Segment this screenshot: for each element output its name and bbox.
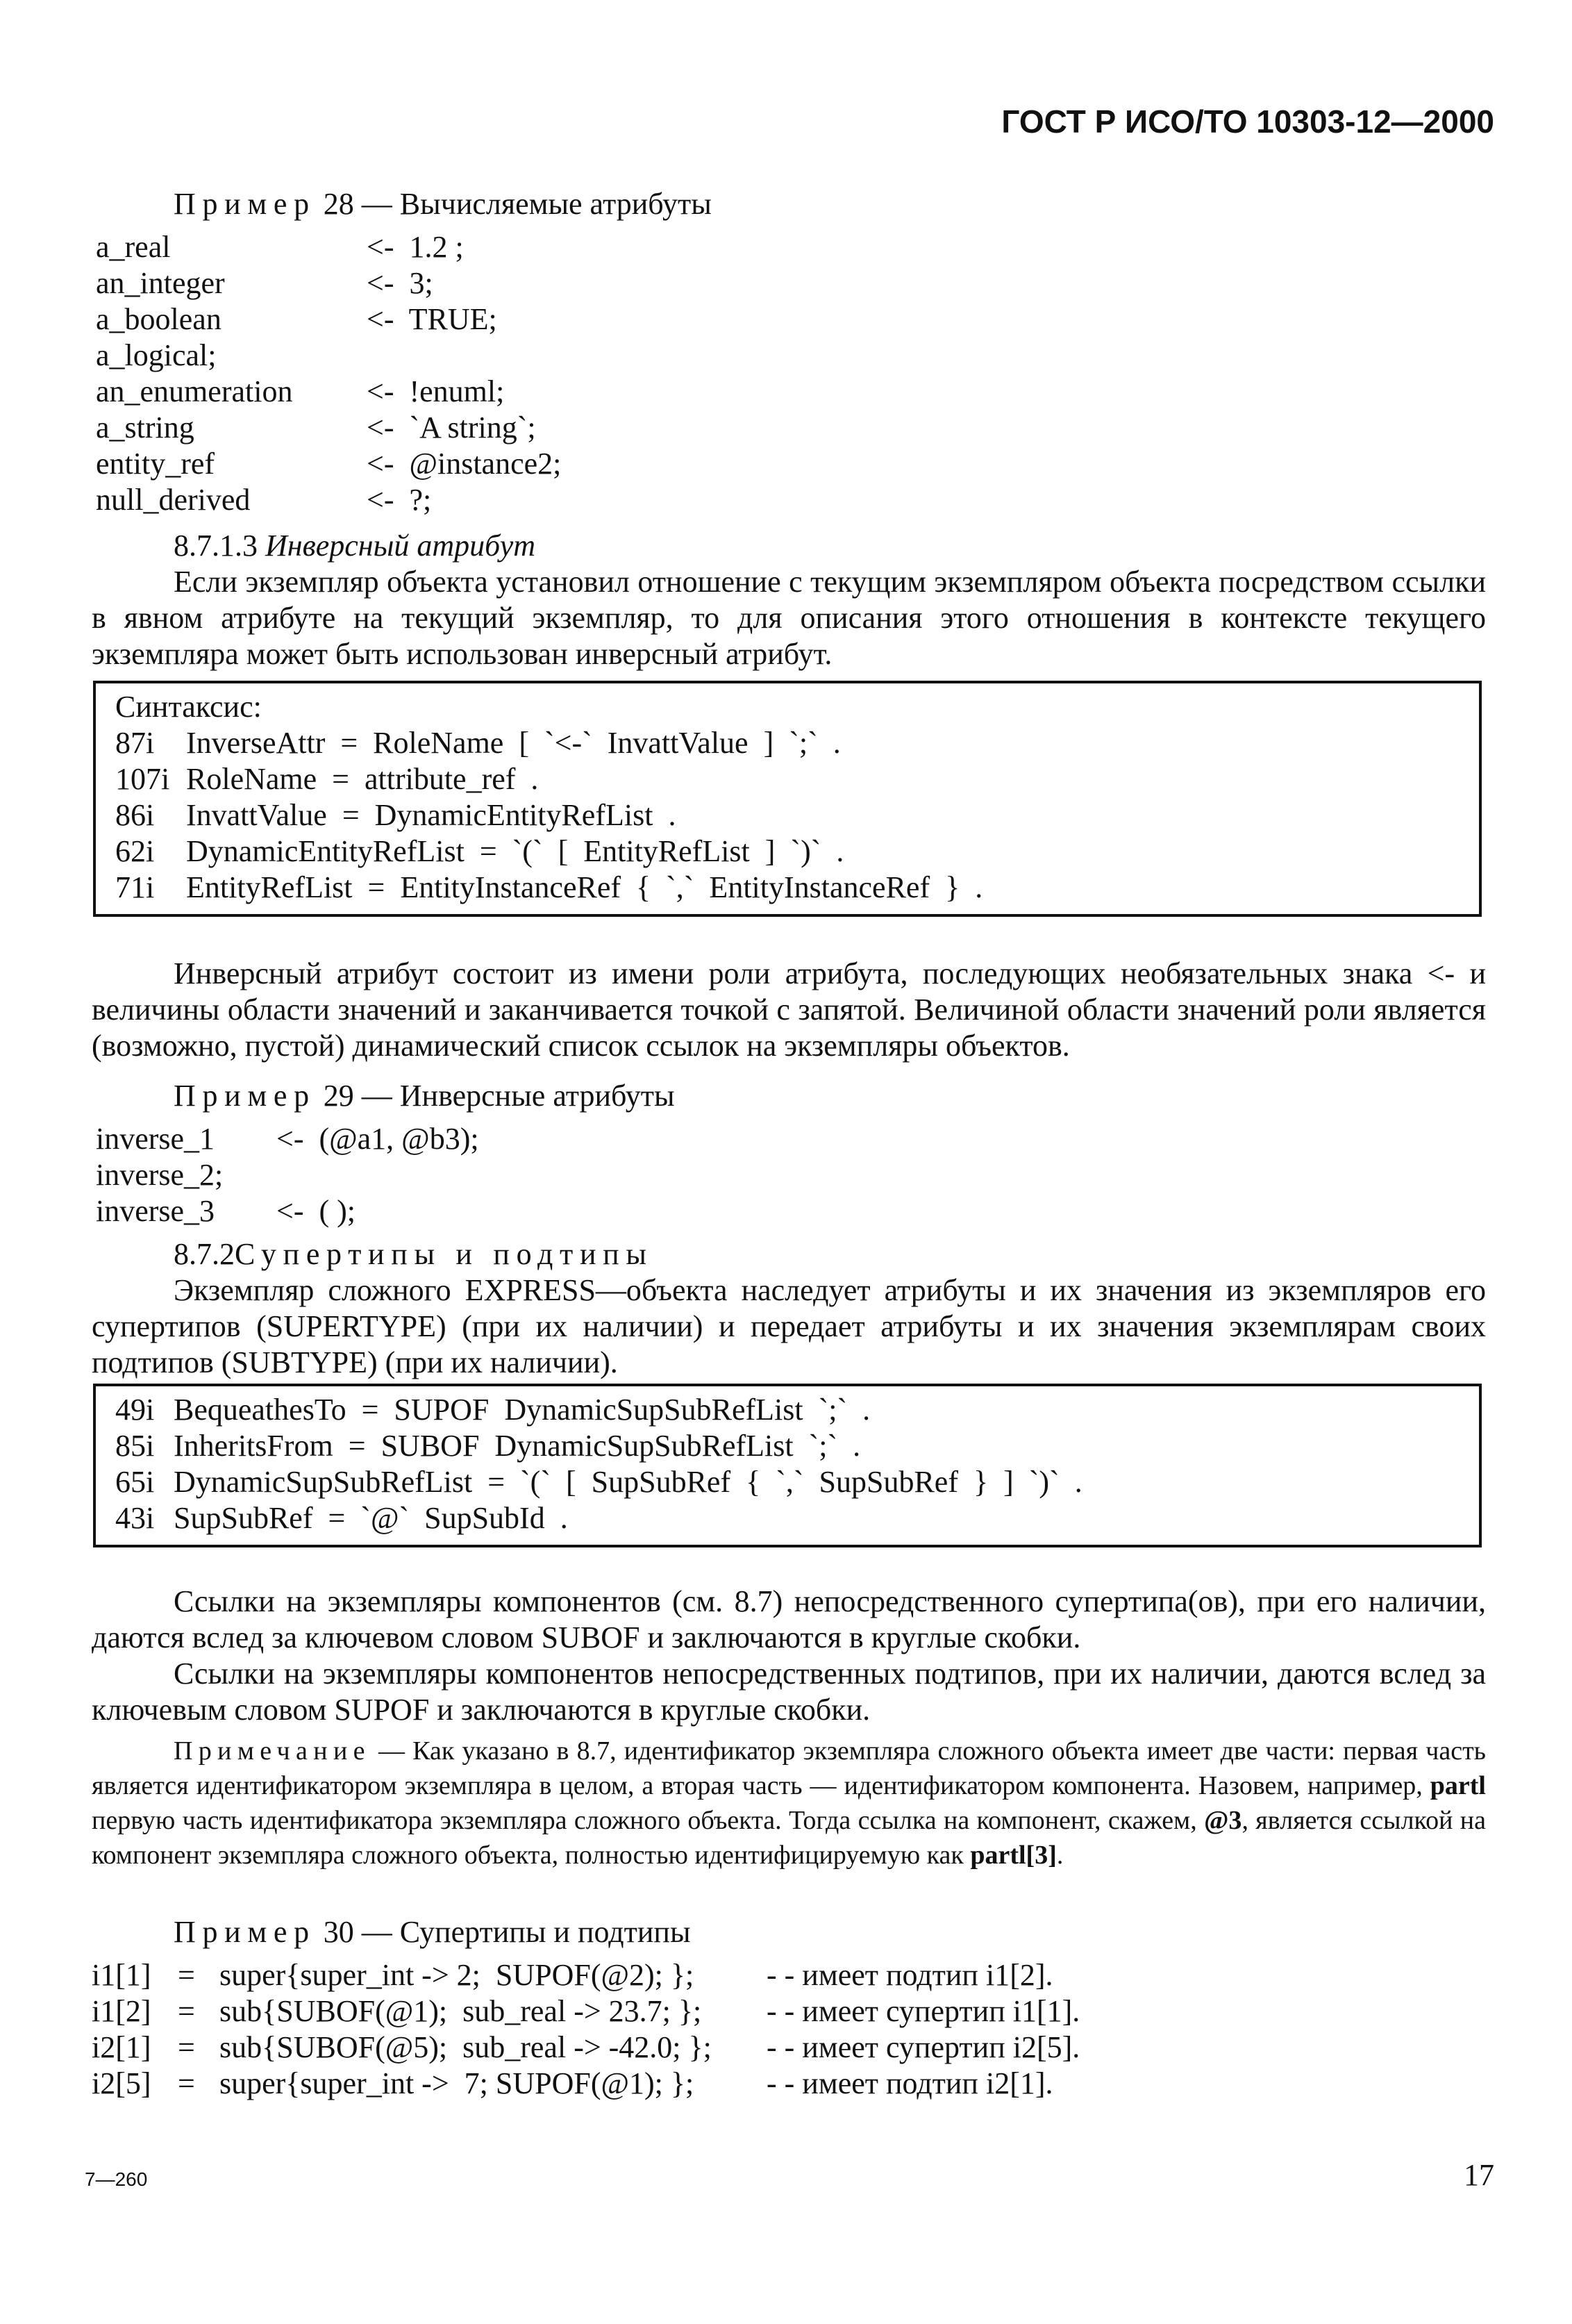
listing-comment: - - имеет супертип i2[5].: [767, 2030, 1080, 2064]
paragraph: Экземпляр сложного EXPRESS—объекта наследует атрибуты и их значения из экземпляров его супертипов (SUPERTYPE) (при их наличии) и передает атрибуты и их значения экземплярам своих подтипов (SUBTYPE) (при их наличии).: [92, 1273, 1486, 1379]
listing-id: i2[5]: [92, 2066, 151, 2100]
syntax-box: [93, 681, 1482, 917]
syntax-rule: DynamicSupSubRefList = `(` [ SupSubRef { `,` SupSubRef } ] `)` .: [174, 1465, 1082, 1499]
note-bold: partl[3]: [970, 1841, 1057, 1870]
section-heading: [174, 1236, 653, 1272]
listing-value: <- (@a1, @b3);: [276, 1122, 479, 1156]
syntax-box: [93, 1384, 1482, 1547]
listing-comment: - - имеет подтип i1[2].: [767, 1958, 1053, 1992]
example-30-caption: [174, 1914, 691, 1950]
syntax-rule-number: 65i: [115, 1465, 155, 1499]
listing-id: i1[2]: [92, 1994, 151, 2028]
syntax-rule: BequeathesTo = SUPOF DynamicSupSubRefList `;` .: [174, 1393, 871, 1427]
listing-value: <- ( );: [276, 1194, 356, 1228]
syntax-rule: DynamicEntityRefList = `(` [ EntityRefList ] `)` .: [186, 834, 844, 868]
section-number: 8.7.1.3: [174, 529, 258, 563]
example-29-caption: [174, 1078, 675, 1114]
syntax-rule-number: 49i: [115, 1393, 155, 1427]
paragraph: Инверсный атрибут состоит из имени роли атрибута, последующих необязательных знака <- и величины области значений и заканчивается точкой с запятой. Величиной области значений роли является (возможно, пустой) динамический список ссылок на экземпляры объектов.: [92, 956, 1486, 1063]
listing-name: inverse_3: [96, 1194, 215, 1228]
listing-name: an_integer: [96, 266, 225, 300]
footer-left: 7—260: [85, 2168, 148, 2190]
listing-name: a_logical;: [96, 338, 217, 372]
listing-id: i2[1]: [92, 2030, 151, 2064]
page-number: 17: [1464, 2158, 1494, 2192]
listing-id: i1[1]: [92, 1958, 151, 1992]
section-title: Инверсный атрибут: [265, 529, 536, 563]
syntax-rule-number: 85i: [115, 1429, 155, 1463]
example-word: Пример: [174, 1915, 316, 1949]
listing-expr: super{super_int -> 2; SUPOF(@2); };: [219, 1958, 694, 1992]
listing-name: inverse_2;: [96, 1158, 224, 1192]
listing-name: a_real: [96, 230, 171, 264]
listing-eq: =: [178, 2066, 195, 2100]
note-text: , является ссылкой на компонент экземпляра сложного объекта, полностью идентифицируемую как: [92, 1806, 1486, 1870]
note-text: — Как указано в 8.7, идентификатор экземпляра сложного объекта имеет две части: первая часть является идентификатором экземпляра в целом, а вторая часть — идентификатором компонента. Назовем, например,: [92, 1736, 1486, 1800]
paragraph: Ссылки на экземпляры компонентов непосредственных подтипов, при их наличии, даются вслед за ключевым словом SUPOF и заключаются в круглые скобки.: [92, 1657, 1486, 1727]
listing-eq: =: [178, 1958, 195, 1992]
listing-value: <- 1.2 ;: [367, 230, 464, 264]
note-text: .: [1056, 1841, 1064, 1870]
syntax-rule-number: 71i: [115, 870, 155, 904]
example-title: 28 — Вычисляемые атрибуты: [323, 187, 712, 221]
syntax-heading: Синтаксис:: [115, 690, 262, 724]
syntax-rule-number: 62i: [115, 834, 155, 868]
listing-value: <- @instance2;: [367, 447, 562, 481]
section-title: Супертипы и подтипы: [235, 1237, 653, 1271]
note-word: Примечание: [174, 1736, 371, 1766]
listing-expr: super{super_int -> 7; SUPOF(@1); };: [219, 2066, 694, 2100]
listing-name: inverse_1: [96, 1122, 215, 1156]
note-text: первую часть идентификатора экземпляра сложного объекта. Тогда ссылка на компонент, скажем,: [92, 1806, 1205, 1835]
listing-value: <- !enuml;: [367, 374, 505, 408]
example-title: 29 — Инверсные атрибуты: [323, 1079, 675, 1113]
example-word: Пример: [174, 1079, 316, 1113]
paragraph: Ссылки на экземпляры компонентов (см. 8.7) непосредственного супертипа(ов), при его наличии, даются вслед за ключевом словом SUBOF и заключаются в круглые скобки.: [92, 1584, 1486, 1654]
listing-name: entity_ref: [96, 447, 215, 481]
syntax-rule: InheritsFrom = SUBOF DynamicSupSubRefList `;` .: [174, 1429, 861, 1463]
section-heading: [174, 528, 535, 564]
paragraph: Если экземпляр объекта установил отношение с текущим экземпляром объекта посредством ссылки в явном атрибуте на текущий экземпляр, то для описания этого отношения в контексте текущего экземпляра может быть использован инверсный атрибут.: [92, 565, 1486, 671]
listing-comment: - - имеет подтип i2[1].: [767, 2066, 1053, 2100]
document-header: ГОСТ Р ИСО/ТО 10303-12—2000: [1001, 103, 1494, 140]
listing-name: a_string: [96, 410, 194, 445]
syntax-rule-number: 107i: [115, 762, 170, 796]
listing-value: <- `A string`;: [367, 410, 536, 445]
listing-eq: =: [178, 1994, 195, 2028]
syntax-rule-number: 43i: [115, 1501, 155, 1535]
syntax-rule-number: 86i: [115, 798, 155, 832]
example-28-caption: [174, 186, 712, 222]
listing-comment: - - имеет супертип i1[1].: [767, 1994, 1080, 2028]
syntax-rule: SupSubRef = `@` SupSubId .: [174, 1501, 568, 1535]
syntax-rule: InvattValue = DynamicEntityRefList .: [186, 798, 676, 832]
listing-value: <- 3;: [367, 266, 433, 300]
listing-name: null_derived: [96, 483, 251, 517]
listing-eq: =: [178, 2030, 195, 2064]
syntax-rule-number: 87i: [115, 726, 155, 760]
listing-expr: sub{SUBOF(@5); sub_real -> -42.0; };: [219, 2030, 712, 2064]
listing-expr: sub{SUBOF(@1); sub_real -> 23.7; };: [219, 1994, 702, 2028]
listing-value: <- TRUE;: [367, 302, 497, 336]
syntax-rule: EntityRefList = EntityInstanceRef { `,` EntityInstanceRef } .: [186, 870, 983, 904]
listing-name: an_enumeration: [96, 374, 293, 408]
syntax-rule: RoleName = attribute_ref .: [186, 762, 539, 796]
syntax-rule: InverseAttr = RoleName [ `<-` InvattValue ] `;` .: [186, 726, 841, 760]
listing-name: a_boolean: [96, 302, 221, 336]
note-bold: @3: [1204, 1806, 1242, 1835]
example-title: 30 — Супертипы и подтипы: [323, 1915, 691, 1949]
section-number: 8.7.2: [174, 1237, 235, 1271]
note-bold: partl: [1430, 1771, 1486, 1800]
note: [92, 1734, 1486, 1873]
listing-value: <- ?;: [367, 483, 432, 517]
example-word: Пример: [174, 187, 316, 221]
